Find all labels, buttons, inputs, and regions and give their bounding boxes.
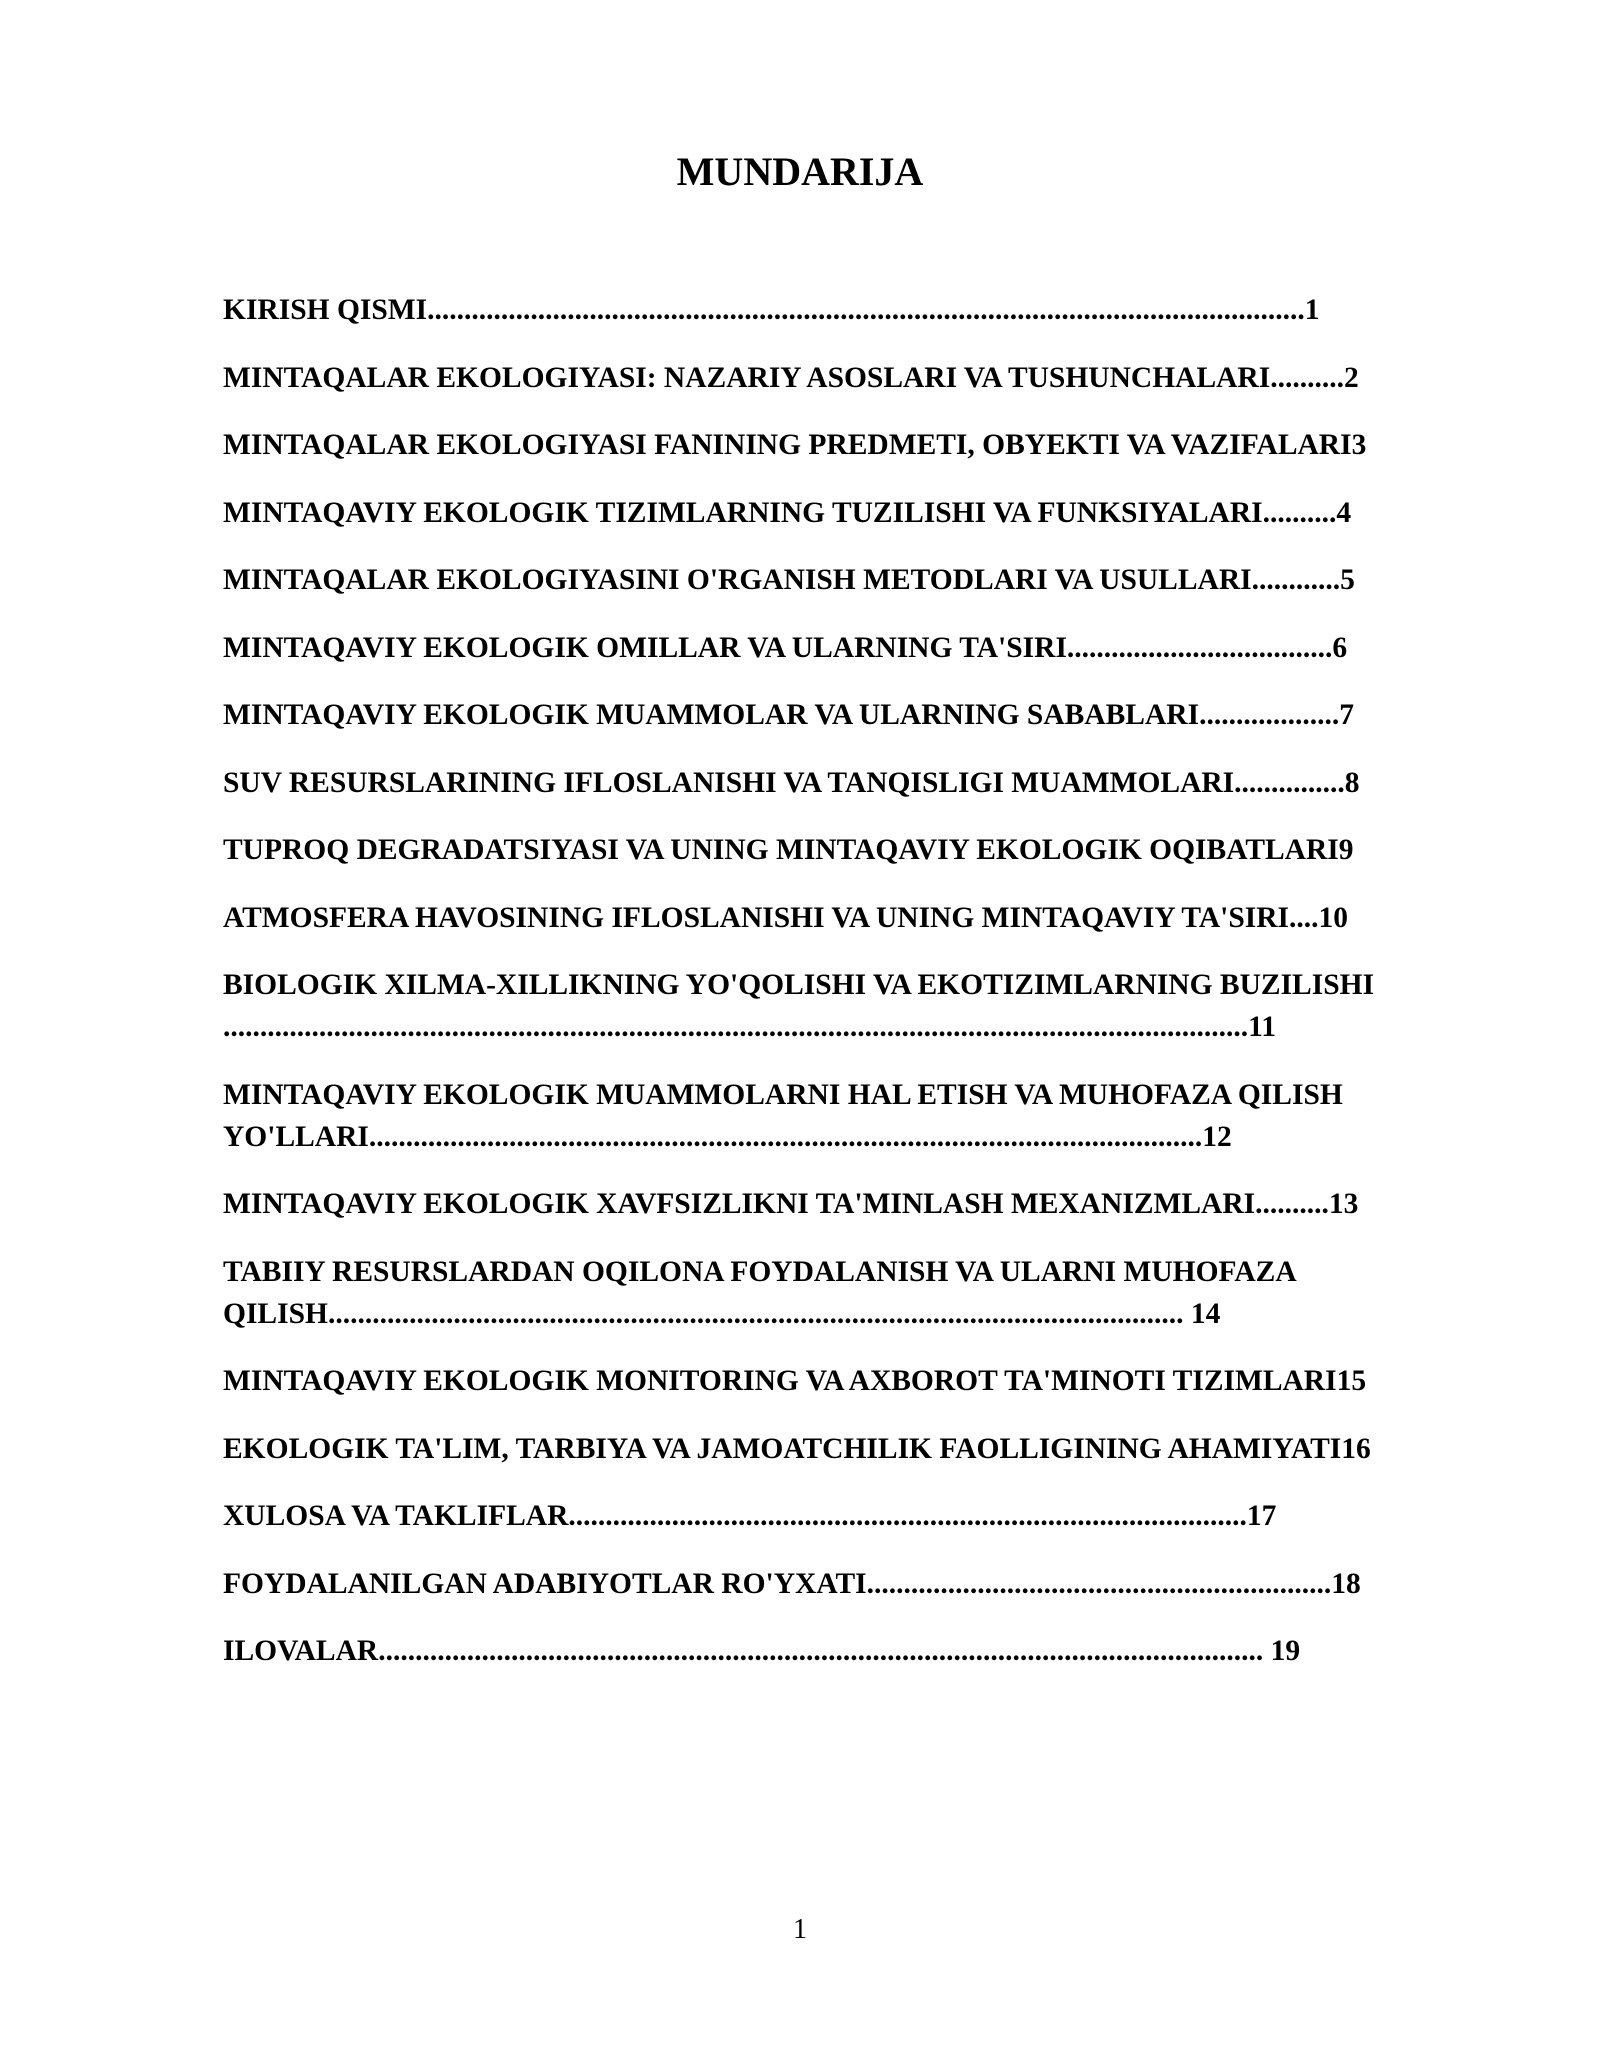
toc-page-number: 4 <box>1336 496 1352 529</box>
toc-leader-dots: .................................... <box>1066 631 1333 664</box>
toc-entry[interactable] <box>223 1251 1473 1335</box>
toc-entry[interactable] <box>223 1428 1473 1470</box>
toc-leader-dots: .................................................................................................................... <box>327 1297 1184 1330</box>
toc-page-number: 10 <box>1318 901 1349 934</box>
toc-entry[interactable] <box>223 1074 1473 1158</box>
page-number: 1 <box>793 1914 807 1945</box>
toc-entry[interactable] <box>223 897 1473 939</box>
toc-page-number: 16 <box>1341 1432 1371 1465</box>
toc-entry-title-continued: YO'LLARI <box>223 1120 369 1153</box>
toc-entry[interactable] <box>223 1360 1473 1402</box>
toc-entry-title: MINTAQAVIY EKOLOGIK XAVFSIZLIKNI TA'MINLASH MEXANIZMLARI <box>223 1188 1256 1220</box>
toc-leader-dots: ............ <box>1251 564 1341 596</box>
toc-page-number: 13 <box>1328 1188 1359 1220</box>
toc-page-number: 12 <box>1202 1120 1232 1153</box>
table-of-contents <box>223 289 1473 1698</box>
toc-page-number: 6 <box>1332 631 1348 664</box>
toc-leader-dots: ........................................................................................................................ <box>378 1635 1264 1667</box>
toc-entry[interactable] <box>223 627 1473 669</box>
toc-page-number: 7 <box>1339 699 1354 731</box>
toc-entry[interactable] <box>223 1563 1473 1605</box>
toc-entry[interactable] <box>223 424 1473 466</box>
toc-entry-title: SUV RESURSLARINING IFLOSLANISHI VA TANQISLIGI MUAMMOLARI <box>223 766 1235 799</box>
toc-entry[interactable] <box>223 694 1473 736</box>
toc-page-number: 17 <box>1246 1500 1277 1532</box>
toc-entry[interactable] <box>223 357 1473 399</box>
toc-page-number: 5 <box>1340 564 1355 596</box>
toc-entry[interactable] <box>223 829 1473 871</box>
toc-page-number: 3 <box>1351 429 1367 461</box>
toc-entry-title: TABIIY RESURSLARDAN OQILONA FOYDALANISH VA ULARNI MUHOFAZA <box>223 1255 1297 1288</box>
toc-entry-title: MINTAQAVIY EKOLOGIK TIZIMLARNING TUZILISHI VA FUNKSIYALARI <box>223 496 1263 529</box>
toc-leader-dots: ............................................................................................ <box>568 1500 1247 1532</box>
toc-leader-dots: ............................................................... <box>866 1567 1332 1600</box>
toc-entry-title: XULOSA VA TAKLIFLAR <box>223 1500 569 1532</box>
toc-page-number: 8 <box>1344 766 1360 799</box>
toc-entry[interactable] <box>223 964 1473 1048</box>
toc-entry-title: ATMOSFERA HAVOSINING IFLOSLANISHI VA UNING MINTAQAVIY TA'SIRI <box>223 901 1290 934</box>
toc-page-number: 2 <box>1343 361 1359 394</box>
toc-page-number: 14 <box>1183 1297 1221 1330</box>
toc-entry[interactable] <box>223 1183 1473 1225</box>
toc-entry-title: ILOVALAR <box>223 1635 379 1667</box>
toc-entry-title: TUPROQ DEGRADATSIYASI VA UNING MINTAQAVIY EKOLOGIK OQIBATLARI <box>223 834 1339 866</box>
toc-entry-title: MINTAQALAR EKOLOGIYASINI O'RGANISH METODLARI VA USULLARI <box>223 564 1252 596</box>
toc-leader-dots: .... <box>1289 901 1319 934</box>
toc-leader-dots: ........................................................................................................................................... <box>223 1011 1249 1043</box>
toc-entry-title: EKOLOGIK TA'LIM, TARBIYA VA JAMOATCHILIK FAOLLIGINING AHAMIYATI <box>223 1432 1342 1465</box>
toc-page-number: 15 <box>1336 1365 1367 1397</box>
toc-entry-title-continued: QILISH <box>223 1297 328 1330</box>
toc-leader-dots: .......... <box>1255 1188 1329 1220</box>
toc-page-number: 11 <box>1248 1011 1276 1043</box>
toc-entry[interactable] <box>223 1495 1473 1537</box>
toc-entry[interactable] <box>223 1630 1473 1672</box>
toc-entry-title: MINTAQALAR EKOLOGIYASI: NAZARIY ASOSLARI VA TUSHUNCHALARI <box>223 361 1271 394</box>
toc-leader-dots: ............... <box>1234 766 1345 799</box>
toc-entry[interactable] <box>223 289 1473 331</box>
toc-leader-dots: ....................................................................................................................... <box>427 294 1305 326</box>
toc-leader-dots: ................... <box>1199 699 1340 731</box>
toc-page-number: 19 <box>1263 1635 1301 1667</box>
toc-entry-title: MINTAQAVIY EKOLOGIK MUAMMOLAR VA ULARNING SABABLARI <box>223 699 1200 731</box>
toc-leader-dots: .......... <box>1262 496 1337 529</box>
toc-entry-title: MINTAQAVIY EKOLOGIK OMILLAR VA ULARNING TA'SIRI <box>223 631 1067 664</box>
page-title: MUNDARIJA <box>676 149 924 194</box>
toc-page-number: 18 <box>1331 1567 1361 1600</box>
toc-entry-title: KIRISH QISMI <box>223 294 428 326</box>
toc-entry-title: MINTAQAVIY EKOLOGIK MONITORING VA AXBOROT TA'MINOTI TIZIMLARI <box>223 1365 1337 1397</box>
toc-entry[interactable] <box>223 762 1473 804</box>
toc-page-number: 1 <box>1304 294 1320 326</box>
toc-entry-title: BIOLOGIK XILMA-XILLIKNING YO'QOLISHI VA EKOTIZIMLARNING BUZILISHI <box>223 969 1375 1001</box>
toc-leader-dots: ................................................................................................................. <box>368 1120 1203 1153</box>
toc-entry-title: MINTAQAVIY EKOLOGIK MUAMMOLARNI HAL ETISH VA MUHOFAZA QILISH <box>223 1078 1343 1111</box>
toc-leader-dots: .......... <box>1270 361 1344 394</box>
toc-entry-title: MINTAQALAR EKOLOGIYASI FANINING PREDMETI, OBYEKTI VA VAZIFALARI <box>223 429 1352 461</box>
toc-entry[interactable] <box>223 559 1473 601</box>
toc-entry[interactable] <box>223 492 1473 534</box>
toc-entry-title: FOYDALANILGAN ADABIYOTLAR RO'YXATI <box>223 1567 867 1600</box>
toc-page-number: 9 <box>1338 834 1354 866</box>
